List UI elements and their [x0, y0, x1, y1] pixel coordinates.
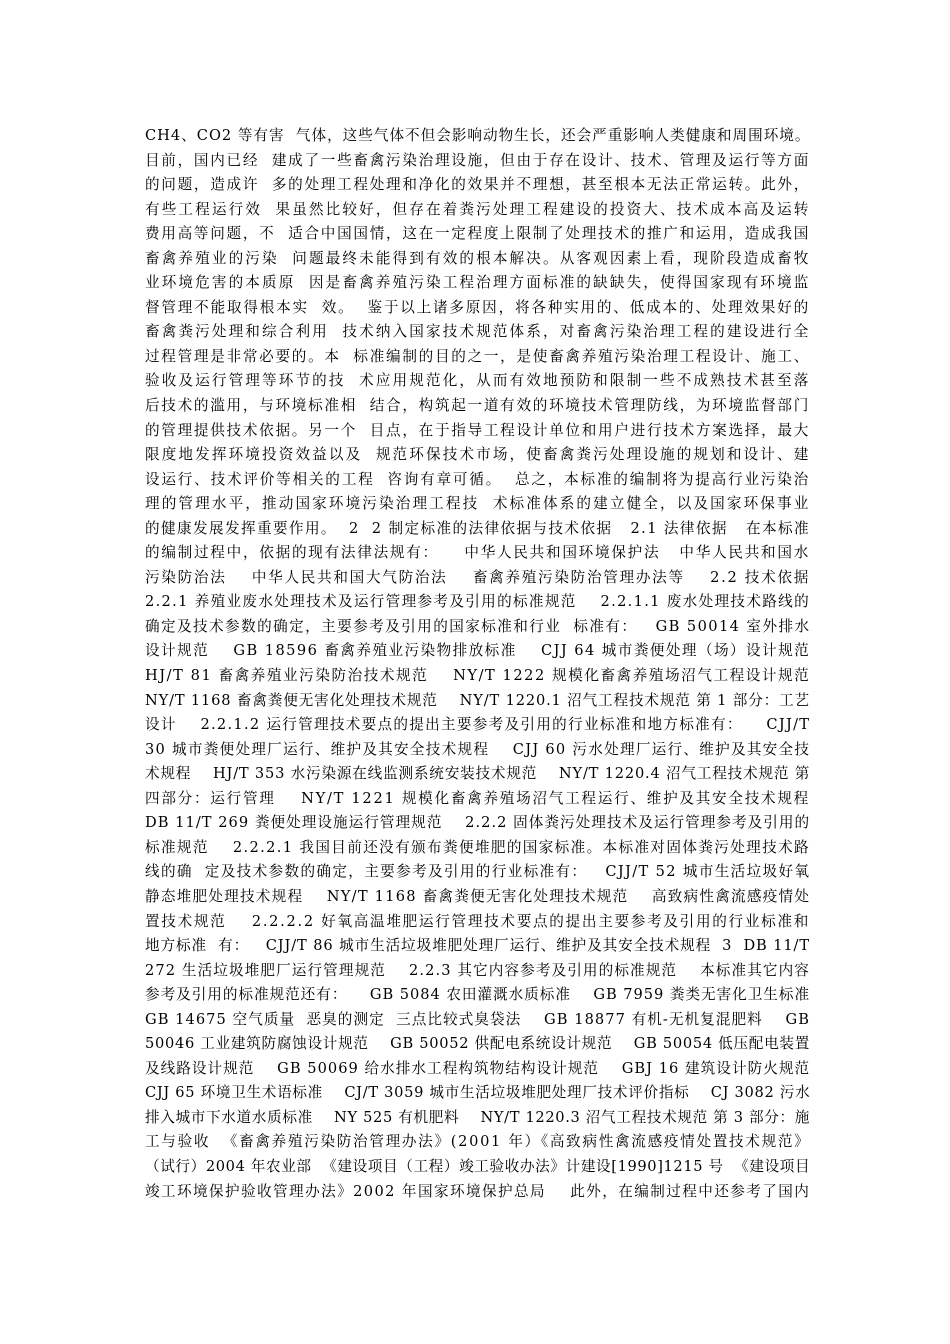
text-line: 后技术的滥用，与环境标准相 结合，构筑起一道有效的环境技术管理防线，为环境监督部门	[145, 397, 810, 415]
text-line: 有些工程运行效 果虽然比较好，但存在着粪污处理工程建设的投资大、技术成本高及运转	[145, 200, 810, 218]
text-line: 的编制过程中，依据的现有法律法规有： 中华人民共和国环境保护法 中华人民共和国水	[145, 544, 810, 562]
text-line: 过程管理是非常必要的。本 标准编制的目的之一，是使畜禽养殖污染治理工程设计、施工、	[145, 347, 810, 365]
text-line: 排入城市下水道水质标准 NY 525 有机肥料 NY/T 1220.3 沼气工程技术规范 第 3 部分：施	[145, 1108, 810, 1126]
text-line: 地方标准 有： CJJ/T 86 城市生活垃圾堆肥处理厂运行、维护及其安全技术规程 3 DB 11/T	[145, 937, 810, 955]
text-line: 30 城市粪便处理厂运行、维护及其安全技术规程 CJJ 60 污水处理厂运行、维护及其安全技	[145, 740, 810, 758]
text-line: 工与验收 《畜禽养殖污染防治管理办法》(2001 年）《高致病性禽流感疫情处置技术规范》	[145, 1133, 810, 1151]
text-line: （试行）2004 年农业部 《建设项目（工程）竣工验收办法》计建设[1990]1215 号 《建设项目	[145, 1157, 810, 1175]
text-line: 理的管理水平，推动国家环境污染治理工程技 术标准体系的建立健全，以及国家环保事业	[145, 495, 810, 513]
text-line: 静态堆肥处理技术规程 NY/T 1168 畜禽粪便无害化处理技术规范 高致病性禽流感疫情处	[145, 887, 810, 905]
body-text	[145, 124, 810, 1204]
text-line: 限度地发挥环境投资效益以及 规范环保技术市场，使畜禽粪污处理设施的规划和设计、建	[145, 446, 810, 464]
text-line: 的问题，造成许 多的处理工程处理和净化的效果并不理想，甚至根本无法正常运转。此外，	[145, 176, 810, 194]
text-line: 四部分：运行管理 NY/T 1221 规模化畜禽养殖场沼气工程运行、维护及其安全技术规程	[145, 789, 810, 807]
text-line: 50046 工业建筑防腐蚀设计规范 GB 50052 供配电系统设计规范 GB 50054 低压配电装置	[145, 1035, 810, 1053]
text-line: 确定及技术参数的确定，主要参考及引用的国家标准和行业 标准有： GB 50014 室外排水	[145, 617, 810, 635]
text-line: NY/T 1168 畜禽粪便无害化处理技术规范 NY/T 1220.1 沼气工程技术规范 第 1 部分：工艺	[145, 691, 810, 709]
text-line: 的管理提供技术依据。另一个 目点，在于指导工程设计单位和用户进行技术方案选择，最大	[145, 421, 810, 439]
text-line: 业环境危害的本质原 因是畜禽养殖污染工程治理方面标准的缺缺失，使得国家现有环境监	[145, 274, 810, 292]
text-line: HJ/T 81 畜禽养殖业污染防治技术规范 NY/T 1222 规模化畜禽养殖场沼气工程设计规范	[145, 667, 810, 685]
text-line: CJJ 65 环境卫生术语标准 CJ/T 3059 城市生活垃圾堆肥处理厂技术评价指标 CJ 3082 污水	[145, 1084, 810, 1102]
text-line: 验收及运行管理等环节的技 术应用规范化，从而有效地预防和限制一些不成熟技术甚至落	[145, 372, 810, 390]
text-line: 竣工环境保护验收管理办法》2002 年国家环境保护总局 此外，在编制过程中还参考了国内	[145, 1182, 810, 1200]
text-line: CH4、CO2 等有害 气体，这些气体不但会影响动物生长，还会严重影响人类健康和周围环境。	[145, 127, 810, 144]
text-line: 置技术规范 2.2.2.2 好氧高温堆肥运行管理技术要点的提出主要参考及引用的行业标准和	[145, 912, 810, 930]
text-line: 畜禽养殖业的污染 问题最终未能得到有效的根本解决。从客观因素上看，现阶段造成畜牧	[145, 249, 810, 267]
text-line: 目前，国内已经 建成了一些畜禽污染治理设施，但由于存在设计、技术、管理及运行等方面	[145, 151, 810, 169]
text-line: 污染防治法 中华人民共和国大气防治法 畜禽养殖污染防治管理办法等 2.2 技术依据	[145, 568, 810, 586]
text-line: 设运行、技术评价等相关的工程 咨询有章可循。 总之，本标准的编制将为提高行业污染治	[145, 470, 810, 488]
text-line: 线的确 定及技术参数的确定，主要参考及引用的行业标准有： CJJ/T 52 城市生活垃圾好氧	[145, 863, 810, 881]
text-line: 术规程 HJ/T 353 水污染源在线监测系统安装技术规范 NY/T 1220.4 沼气工程技术规范 第	[145, 765, 810, 783]
text-line: 畜禽粪污处理和综合利用 技术纳入国家技术规范体系，对畜禽污染治理工程的建设进行全	[145, 323, 810, 341]
text-line: 费用高等问题，不 适合中国国情，这在一定程度上限制了处理技术的推广和运用，造成我国	[145, 225, 810, 243]
text-line: DB 11/T 269 粪便处理设施运行管理规范 2.2.2 固体粪污处理技术及运行管理参考及引用的	[145, 814, 810, 832]
text-line: 设计规范 GB 18596 畜禽养殖业污染物排放标准 CJJ 64 城市粪便处理（场）设计规范	[145, 642, 810, 660]
text-line: 督管理不能取得根本实 效。 鉴于以上诸多原因，将各种实用的、低成本的、处理效果好的	[145, 298, 810, 316]
text-line: GB 14675 空气质量 恶臭的测定 三点比较式臭袋法 GB 18877 有机-无机复混肥料 GB	[145, 1010, 810, 1028]
text-line: 设计 2.2.1.2 运行管理技术要点的提出主要参考及引用的行业标准和地方标准有： CJJ/T	[145, 716, 810, 734]
text-line: 2.2.1 养殖业废水处理技术及运行管理参考及引用的标准规范 2.2.1.1 废水处理技术路线的	[145, 593, 810, 611]
text-line: 及线路设计规范 GB 50069 给水排水工程构筑物结构设计规范 GBJ 16 建筑设计防火规范	[145, 1059, 810, 1077]
text-line: 标准规范 2.2.2.1 我国目前还没有颁布粪便堆肥的国家标准。本标准对固体粪污处理技术路	[145, 838, 810, 856]
text-line: 参考及引用的标准规范还有： GB 5084 农田灌溉水质标准 GB 7959 粪类无害化卫生标准	[145, 986, 810, 1004]
text-line: 272 生活垃圾堆肥厂运行管理规范 2.2.3 其它内容参考及引用的标准规范 本标准其它内容	[145, 961, 810, 979]
text-line: 的健康发展发挥重要作用。 2 2 制定标准的法律依据与技术依据 2.1 法律依据 在本标准	[145, 519, 810, 537]
